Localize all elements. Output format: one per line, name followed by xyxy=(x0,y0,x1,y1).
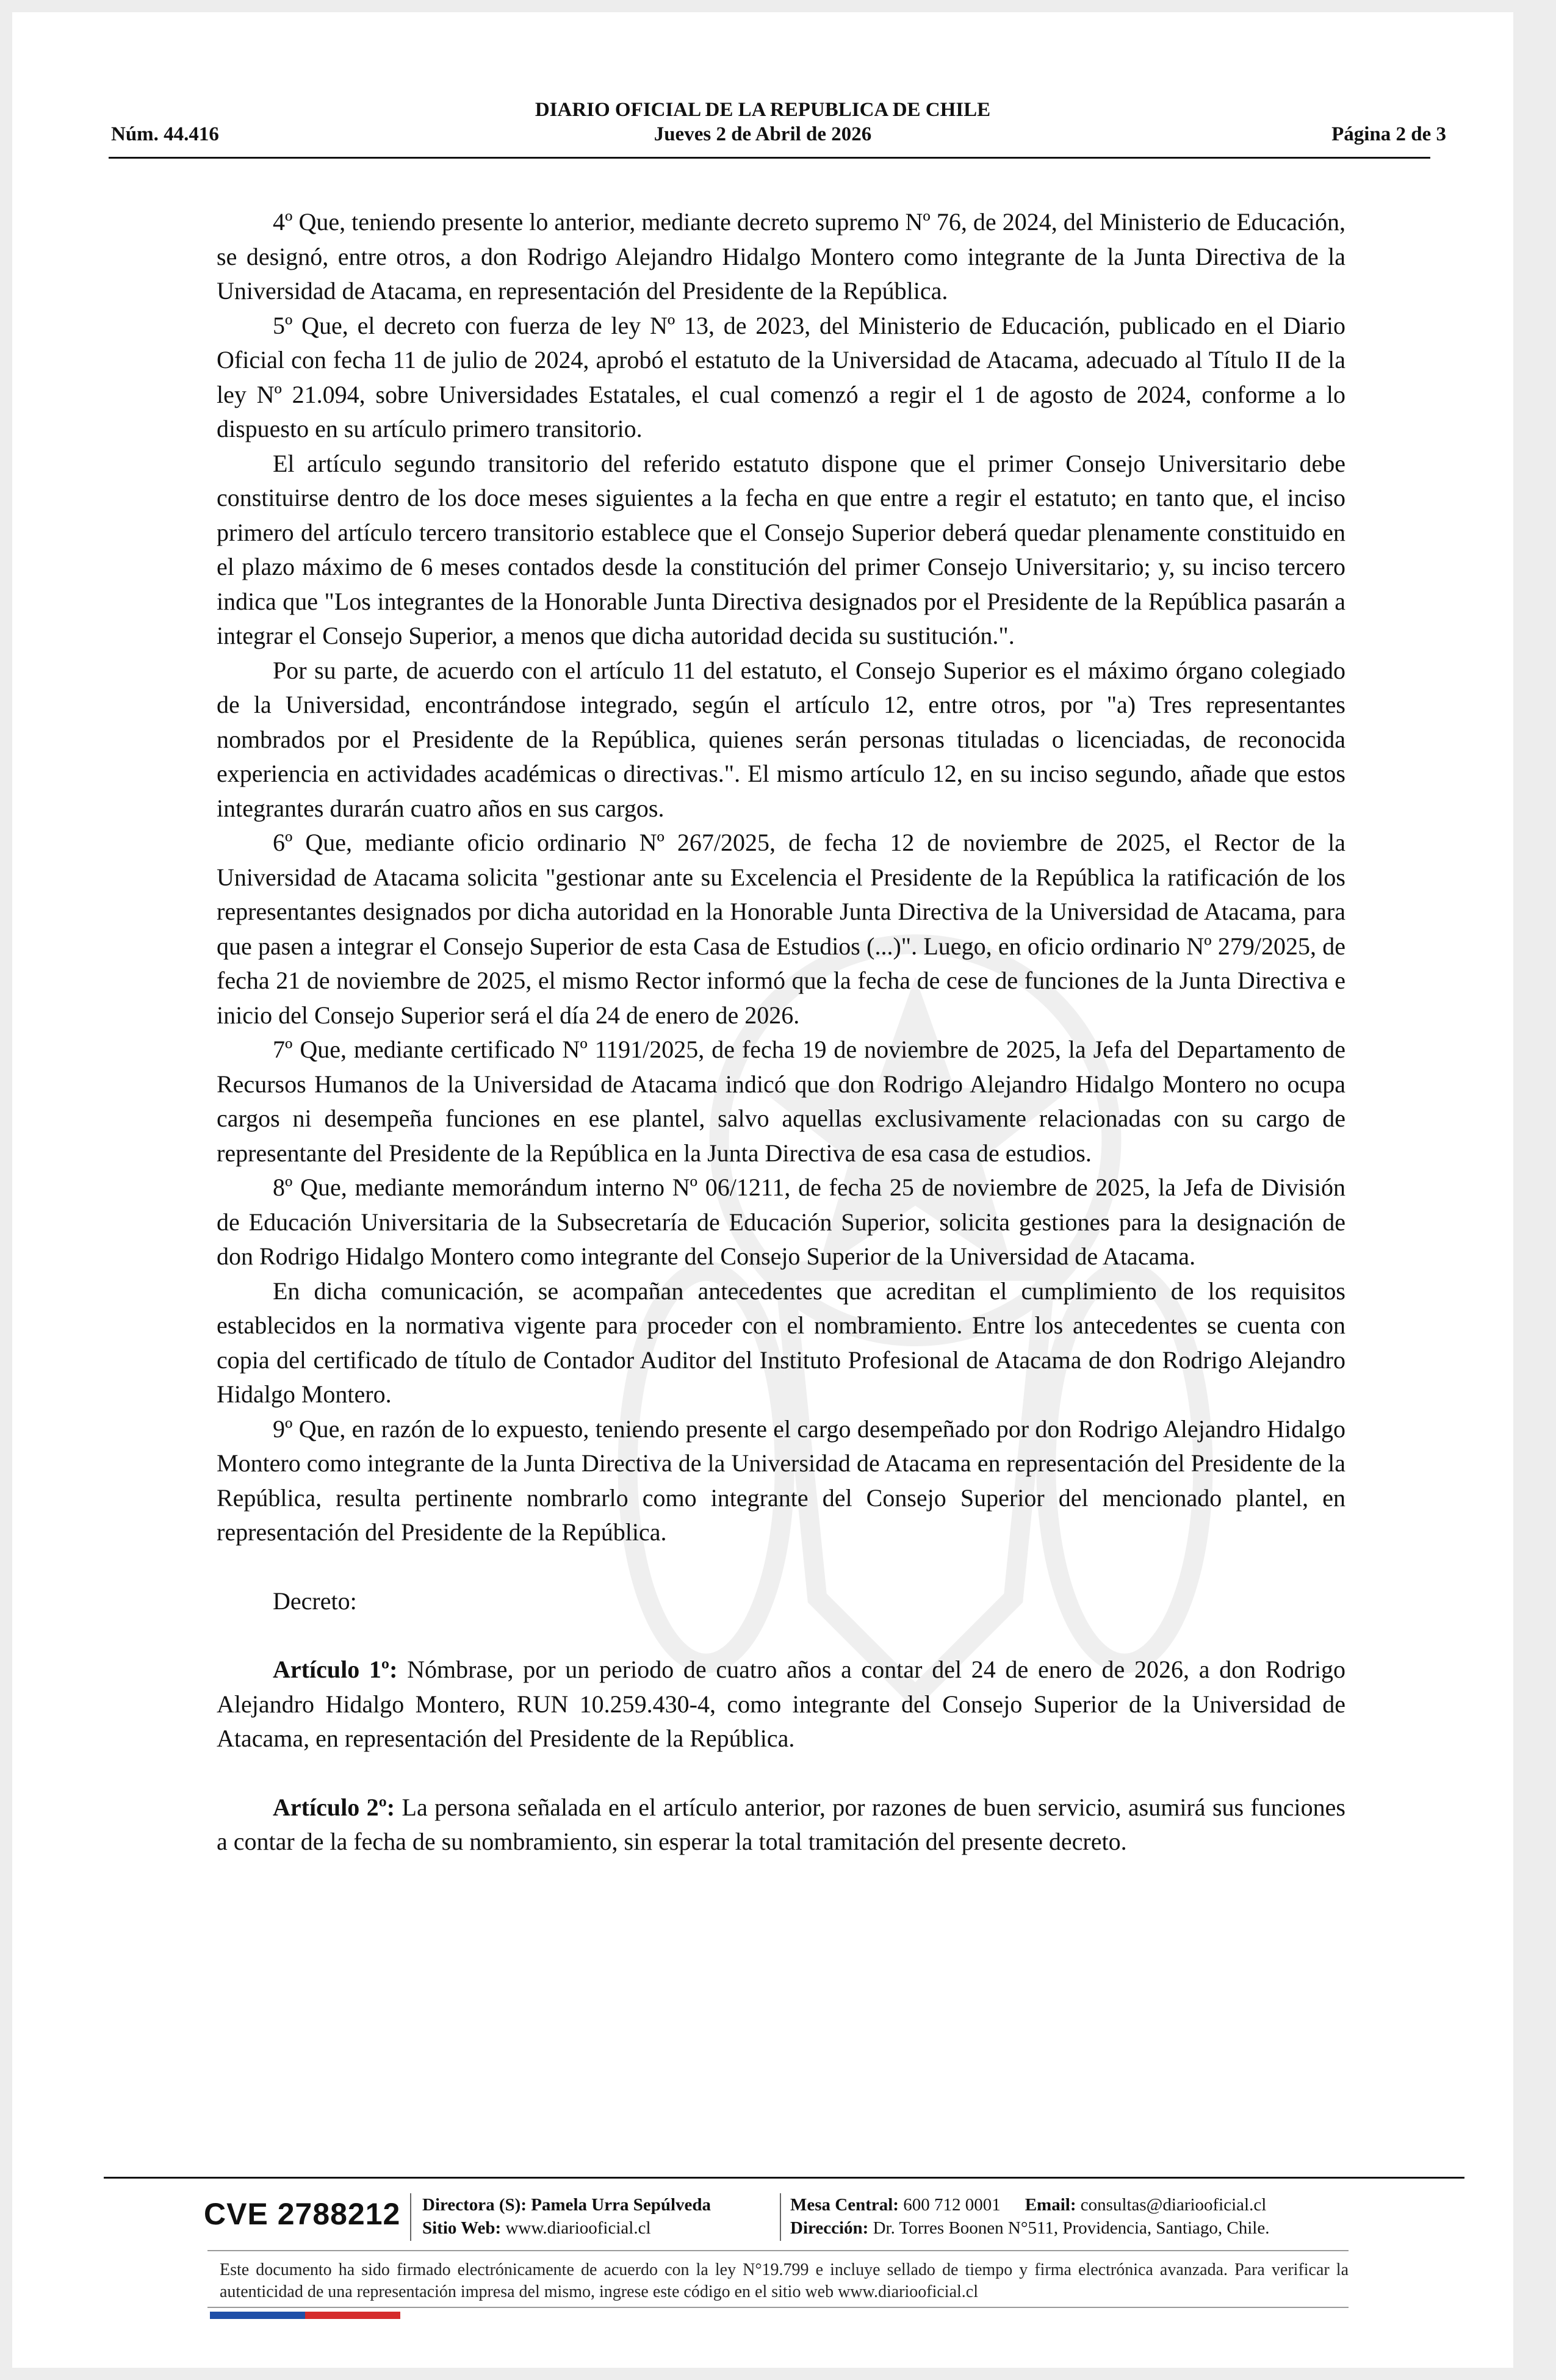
paragraph-4: 4º Que, teniendo presente lo anterior, mediante decreto supremo Nº 76, de 2024, del Ministerio de Educación, se designó, entre otros, a don Rodrigo Alejandro Hidalgo Montero como integrante de la Junta Directiva de la Universidad de Atacama, en representación del Presidente de la República. xyxy=(217,208,1345,305)
article-1 xyxy=(217,1653,1345,1756)
footer-thin-divider xyxy=(207,2250,1349,2251)
cve-code: CVE 2788212 xyxy=(204,2197,401,2231)
footer-divider xyxy=(104,2177,1464,2179)
paragraph-transitory: El artículo segundo transitorio del referido estatuto dispone que el primer Consejo Universitario debe constituirse dentro de los doce meses siguientes a la fecha en que entre a regir el estatuto; en tanto que, el inciso primero del artículo tercero transitorio establece que el Consejo Superior deberá quedar plenamente constituido en el plazo máximo de 6 meses contados desde la constitución del primer Consejo Universitario; y, su inciso tercero indica que "Los integrantes de la Honorable Junta Directiva designados por el Presidente de la República pasarán a integrar el Consejo Superior, a menos que dicha autoridad decida su sustitución.". xyxy=(217,449,1345,649)
article-2-text: La persona señalada en el artículo anterior, por razones de buen servicio, asumirá sus funciones a contar de la fecha de su nombramiento, sin esperar la total tramitación del presente decreto. xyxy=(217,1793,1345,1855)
website-link[interactable]: www.diariooficial.cl xyxy=(501,2218,651,2238)
paragraph-8: 8º Que, mediante memorándum interno Nº 06/1211, de fecha 25 de noviembre de 2025, la Jefa de División de Educación Universitaria de la Subsecretaría de Educación Superior, solicita gestiones para la designación de don Rodrigo Hidalgo Montero como integrante del Consejo Superior de la Universidad de Atacama. xyxy=(217,1174,1345,1270)
issue-date: Jueves 2 de Abril de 2026 xyxy=(654,123,872,145)
footer-bottom-divider xyxy=(207,2307,1349,2308)
address-value: Dr. Torres Boonen N°511, Providencia, Santiago, Chile. xyxy=(868,2218,1270,2238)
paragraph-6: 6º Que, mediante oficio ordinario Nº 267/2025, de fecha 12 de noviembre de 2025, el Rector de la Universidad de Atacama solicita "gestionar ante su Excelencia el Presidente de la República la ratificación de los representantes designados por dicha autoridad en la Honorable Junta Directiva de la Universidad de Atacama, para que pasen a integrar el Consejo Superior de esta Casa de Estudios (...)". Luego, en oficio ordinario Nº 279/2025, de fecha 21 de noviembre de 2025, el mismo Rector informó que la fecha de cese de funciones de la Junta Directiva e inicio del Consejo Superior será el día 24 de enero de 2026. xyxy=(217,829,1345,1029)
page-indicator: Página 2 de 3 xyxy=(1331,123,1446,145)
footer-separator xyxy=(780,2193,781,2241)
article-2 xyxy=(217,1790,1345,1859)
decreto-heading: Decreto: xyxy=(273,1587,357,1615)
address-label: Dirección: xyxy=(790,2218,869,2238)
paragraph-7: 7º Que, mediante certificado Nº 1191/2025, de fecha 19 de noviembre de 2025, la Jefa del Departamento de Recursos Humanos de la Universidad de Atacama indicó que don Rodrigo Alejandro Hidalgo Montero no ocupa cargos ni desempeña funciones en ese plantel, salvo aquellas exclusivamente relacionadas con su cargo de representante del Presidente de la República en la Junta Directiva de esa casa de estudios. xyxy=(217,1036,1345,1167)
signature-notice: Este documento ha sido firmado electrónicamente de acuerdo con la ley N°19.799 e incluye sellado de tiempo y firma electrónica avanzada. Para verificar la autenticidad de una representación impresa del mismo, ingrese este código en el sitio web www.diariooficial.cl xyxy=(220,2260,1349,2301)
director-label: Directora (S): Pamela Urra Sepúlveda xyxy=(422,2195,711,2215)
paragraph-9: 9º Que, en razón de lo expuesto, teniendo presente el cargo desempeñado por don Rodrigo Alejandro Hidalgo Montero como integrante de la Junta Directiva de la Universidad de Atacama en representación del Presidente de la República, resulta pertinente nombrarlo como integrante del Consejo Superior del mencionado plantel, en representación del Presidente de la República. xyxy=(217,1415,1345,1546)
paragraph-statute: Por su parte, de acuerdo con el artículo 11 del estatuto, el Consejo Superior es el máximo órgano colegiado de la Universidad, encontrándose integrado, según el artículo 12, entre otros, por "a) Tres representantes nombrados por el Presidente de la República, quienes serán personas tituladas o licenciadas, de reconocida experiencia en actividades académicas o directivas.". El mismo artículo 12, en su inciso segundo, añade que estos integrantes durarán cuatro años en sus cargos. xyxy=(217,656,1345,822)
article-1-text: Nómbrase, por un periodo de cuatro años a contar del 24 de enero de 2026, a don Rodrigo Alejandro Hidalgo Montero, RUN 10.259.430-4, como integrante del Consejo Superior de la Universidad de Atacama, en representación del Presidente de la República. xyxy=(217,1656,1345,1752)
website-label: Sitio Web: xyxy=(422,2218,502,2238)
mesa-value: 600 712 0001 xyxy=(898,2195,1001,2215)
flag-blue-segment xyxy=(210,2312,305,2319)
footer-separator xyxy=(410,2193,411,2241)
decree-body xyxy=(217,205,1345,1859)
footer-contact-left xyxy=(422,2193,711,2240)
article-2-label: Artículo 2º: xyxy=(273,1793,395,1821)
email-label: Email: xyxy=(1025,2195,1076,2215)
chile-flag-stripe xyxy=(210,2312,400,2319)
document-page xyxy=(12,12,1513,2368)
paragraph-5: 5º Que, el decreto con fuerza de ley Nº 13, de 2023, del Ministerio de Educación, publicado en el Diario Oficial con fecha 11 de julio de 2024, aprobó el estatuto de la Universidad de Atacama, adecuado al Título II de la ley Nº 21.094, sobre Universidades Estatales, el cual comenzó a regir el 1 de agosto de 2024, conforme a lo dispuesto en su artículo primero transitorio. xyxy=(217,311,1345,442)
footer-contact-right xyxy=(790,2193,1269,2240)
article-1-label: Artículo 1º: xyxy=(273,1656,398,1683)
gazette-title: DIARIO OFICIAL DE LA REPUBLICA DE CHILE xyxy=(535,99,991,121)
paragraph-communication: En dicha comunicación, se acompañan antecedentes que acreditan el cumplimiento de los requisitos establecidos en la normativa vigente para proceder con el nombramiento. Entre los antecedentes se cuenta con copia del certificado de título de Contador Auditor del Instituto Profesional de Atacama de don Rodrigo Alejandro Hidalgo Montero. xyxy=(217,1277,1345,1408)
mesa-label: Mesa Central: xyxy=(790,2195,899,2215)
email-link[interactable]: consultas@diariooficial.cl xyxy=(1076,2195,1267,2215)
flag-red-segment xyxy=(305,2312,400,2319)
issue-number: Núm. 44.416 xyxy=(111,123,219,145)
header-divider xyxy=(109,157,1430,159)
